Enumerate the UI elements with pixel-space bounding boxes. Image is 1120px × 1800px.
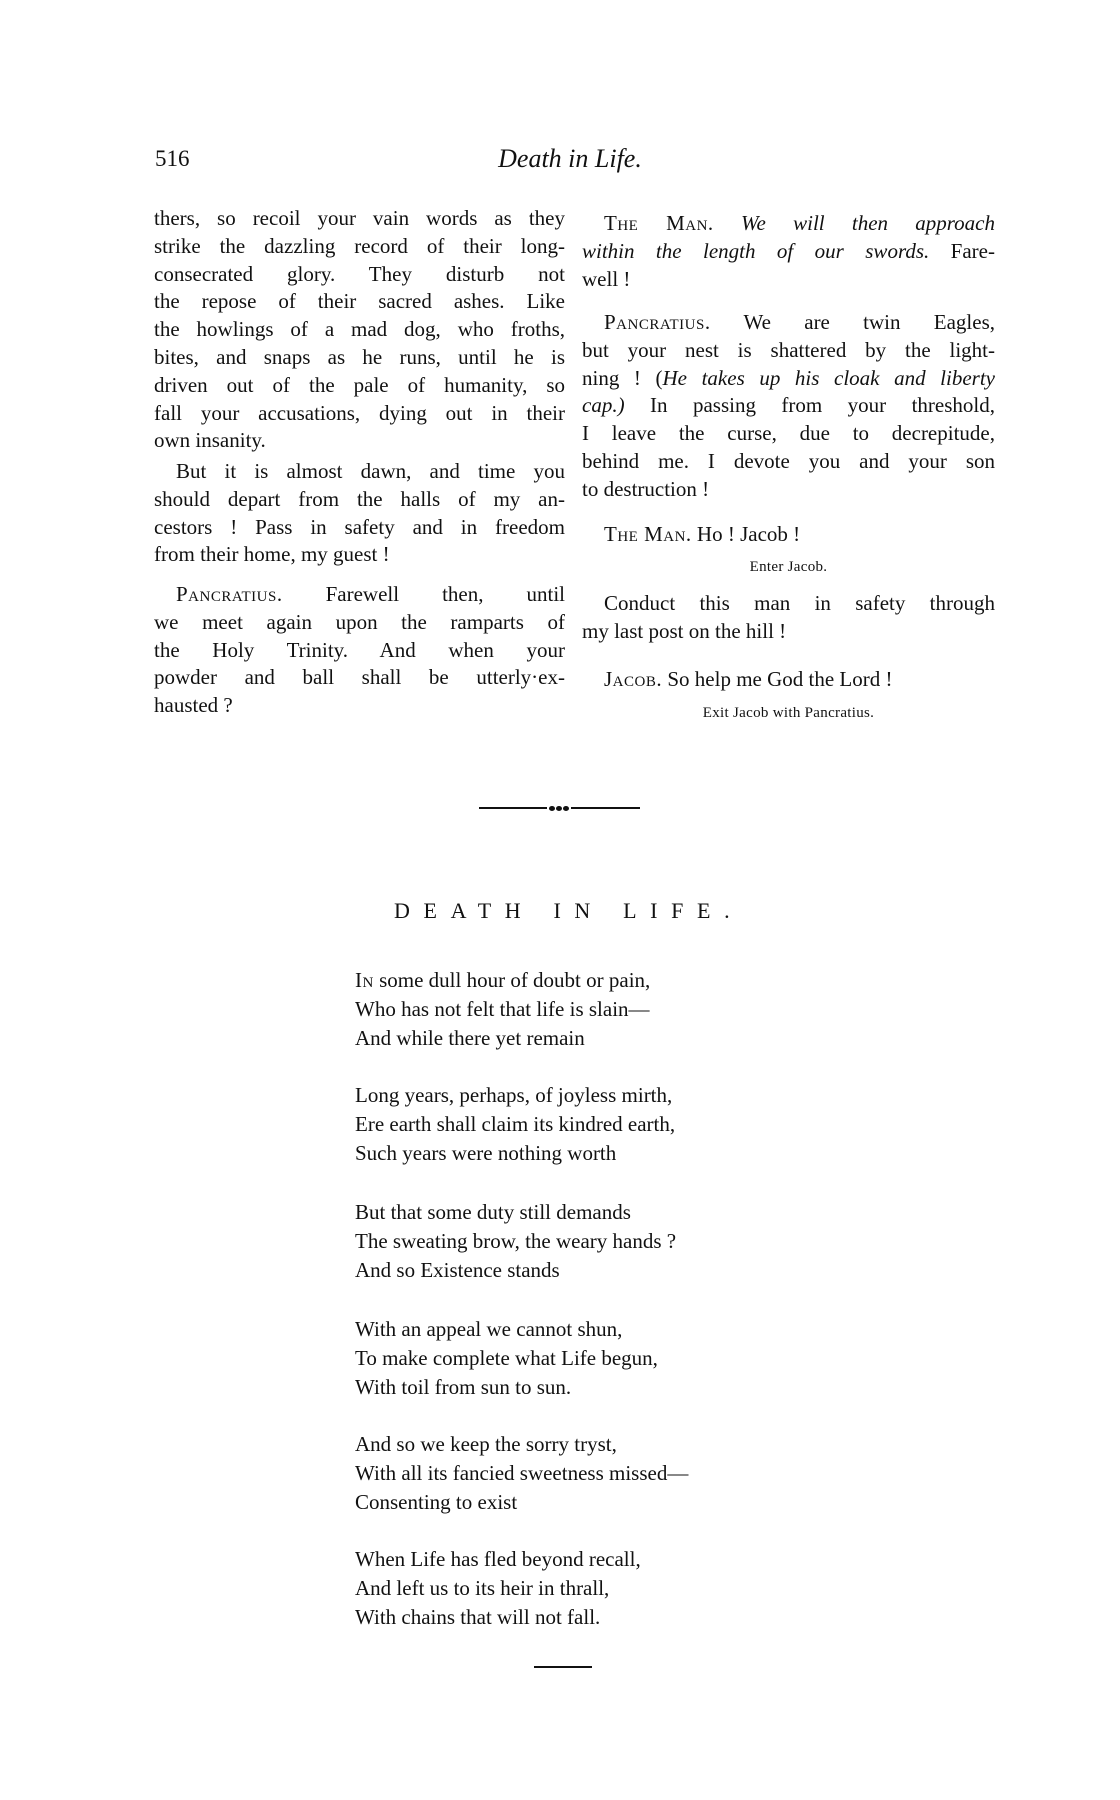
- poem-line: [355, 1140, 616, 1166]
- end-rule: [534, 1666, 592, 1668]
- text-run: to destruction !: [582, 476, 710, 501]
- ornament-dot: [563, 806, 569, 811]
- text-run: With an appeal we cannot shun,: [355, 1317, 623, 1341]
- text-line: [582, 238, 995, 264]
- text-run: When Life has fled beyond recall,: [355, 1547, 641, 1571]
- text-run: should depart from the halls of my an-: [154, 486, 565, 511]
- text-line: [604, 521, 995, 547]
- text-run: Farewell then, until: [282, 582, 565, 606]
- text-run: And left us to its heir in thrall,: [355, 1576, 610, 1600]
- poem-line: [355, 1025, 585, 1051]
- text-run: behind me. I devote you and your son: [582, 449, 995, 473]
- text-run: we meet again upon the ramparts of: [154, 609, 565, 634]
- poem-line: [355, 1257, 560, 1283]
- poem-line: [355, 967, 650, 993]
- speaker-name: In: [355, 968, 374, 992]
- text-run: And so Existence stands: [355, 1258, 560, 1282]
- text-run: The sweating brow, the weary hands ?: [355, 1229, 677, 1253]
- text-line: [154, 664, 565, 690]
- poem-line: [355, 1082, 672, 1108]
- poem-line: [355, 1546, 641, 1572]
- text-line: [154, 344, 565, 370]
- text-run: thers, so recoil your vain words as they: [154, 206, 565, 230]
- text-line: [154, 233, 565, 259]
- text-line: [154, 288, 565, 314]
- text-line: [604, 590, 995, 616]
- poem-line: [355, 1489, 517, 1515]
- ornament-dot: [549, 806, 555, 811]
- text-run: We are twin Eagles,: [710, 310, 995, 334]
- text-line: [582, 618, 995, 644]
- text-run: With chains that will not fall.: [355, 1605, 601, 1629]
- text-run: So help me God the Lord !: [662, 667, 893, 691]
- text-line: [176, 458, 565, 484]
- text-run: Who has not felt that life is slain—: [355, 997, 650, 1021]
- text-run: And while there yet remain: [355, 1026, 585, 1050]
- poem-line: [355, 1345, 658, 1371]
- text-line: [582, 337, 995, 363]
- italic-text: within the length of our swords.: [582, 238, 930, 263]
- text-line: [604, 309, 995, 335]
- poem-title: DEATH IN LIFE.: [394, 898, 744, 923]
- text-line: [154, 486, 565, 512]
- text-line: [582, 392, 995, 418]
- text-run: well !: [582, 266, 631, 291]
- poem-line: [355, 1575, 609, 1601]
- text-run: With toil from sun to sun.: [355, 1375, 572, 1399]
- text-run: ning ! (: [582, 365, 663, 390]
- page-number: 516: [155, 146, 190, 171]
- text-line: [154, 372, 565, 398]
- poem-line: [355, 996, 650, 1022]
- text-run: Ere earth shall claim its kindred earth,: [355, 1112, 676, 1136]
- text-line: [154, 637, 565, 663]
- poem-line: [355, 1431, 617, 1457]
- text-line: [582, 266, 995, 292]
- speaker-name: The Man.: [604, 211, 714, 235]
- ornament-dot: [556, 806, 562, 811]
- text-run: With all its fancied sweetness missed—: [355, 1461, 689, 1485]
- ornament-rule-right: [571, 807, 640, 809]
- stage-direction: Exit Jacob with Pancratius.: [702, 705, 875, 721]
- text-line: [582, 476, 995, 502]
- text-line: [154, 205, 565, 231]
- text-run: some dull hour of doubt or pain,: [373, 968, 651, 992]
- text-run: consecrated glory. They disturb not: [154, 261, 565, 286]
- text-run: own insanity.: [154, 428, 266, 453]
- ornament-rule-left: [479, 807, 547, 809]
- poem-line: [355, 1460, 688, 1486]
- text-run: Such years were nothing worth: [355, 1141, 617, 1165]
- speaker-name: Jacob.: [604, 667, 663, 691]
- text-run: Ho ! Jacob !: [691, 522, 801, 546]
- text-run: And so we keep the sorry tryst,: [355, 1432, 617, 1456]
- poem-line: [355, 1199, 631, 1225]
- text-run: I leave the curse, due to decrepitude,: [582, 421, 995, 446]
- text-line: [604, 666, 995, 692]
- text-run: from their home, my guest !: [154, 542, 390, 567]
- text-line: [154, 400, 565, 426]
- text-run: the howlings of a mad dog, who froths,: [154, 317, 565, 342]
- text-run: strike the dazzling record of their long-: [154, 233, 565, 258]
- text-line: [154, 514, 565, 540]
- text-run: In passing from your threshold,: [624, 393, 995, 418]
- text-line: [582, 365, 995, 391]
- poem-line: [355, 1111, 675, 1137]
- poem-line: [355, 1228, 676, 1254]
- text-run: [714, 211, 741, 235]
- italic-text: He takes up his cloak and liberty: [662, 365, 995, 390]
- text-run: bites, and snaps as he runs, until he is: [154, 345, 565, 369]
- stage-direction: Enter Jacob.: [749, 559, 828, 575]
- text-run: But that some duty still demands: [355, 1200, 631, 1224]
- text-run: but your nest is shattered by the light-: [582, 337, 995, 362]
- text-line: [582, 448, 995, 474]
- speaker-name: The Man.: [604, 522, 692, 546]
- text-run: the Holy Trinity. And when your: [154, 637, 565, 662]
- text-line: [154, 261, 565, 287]
- text-run: Long years, perhaps, of joyless mirth,: [355, 1083, 673, 1107]
- text-run: driven out of the pale of humanity, so: [154, 372, 565, 397]
- text-run: Fare-: [929, 238, 995, 263]
- text-line: [154, 316, 565, 342]
- text-line: [176, 581, 565, 607]
- running-title: Death in Life.: [498, 144, 642, 173]
- text-line: [154, 692, 565, 718]
- italic-text: We will then approach: [740, 211, 995, 235]
- text-run: Consenting to exist: [355, 1490, 518, 1514]
- speaker-name: Pancratius.: [176, 582, 283, 606]
- text-run: the repose of their sacred ashes. Like: [154, 289, 565, 314]
- text-run: fall your accusations, dying out in their: [154, 400, 565, 425]
- italic-text: cap.): [582, 393, 625, 418]
- text-run: Conduct this man in safety through: [604, 591, 995, 615]
- text-line: [604, 210, 995, 236]
- text-line: [154, 609, 565, 635]
- text-line: [582, 420, 995, 446]
- speaker-name: Pancratius.: [604, 310, 711, 334]
- text-run: my last post on the hill !: [582, 618, 787, 643]
- poem-line: [355, 1604, 600, 1630]
- text-run: cestors ! Pass in safety and in freedom: [154, 514, 565, 539]
- text-run: But it is almost dawn, and time you: [176, 459, 565, 483]
- text-run: To make complete what Life begun,: [355, 1346, 658, 1370]
- text-line: [154, 427, 565, 453]
- text-run: hausted ?: [154, 693, 233, 718]
- poem-line: [355, 1316, 622, 1342]
- poem-line: [355, 1374, 571, 1400]
- text-line: [154, 541, 565, 567]
- text-run: powder and ball shall be utterly·ex-: [154, 665, 565, 690]
